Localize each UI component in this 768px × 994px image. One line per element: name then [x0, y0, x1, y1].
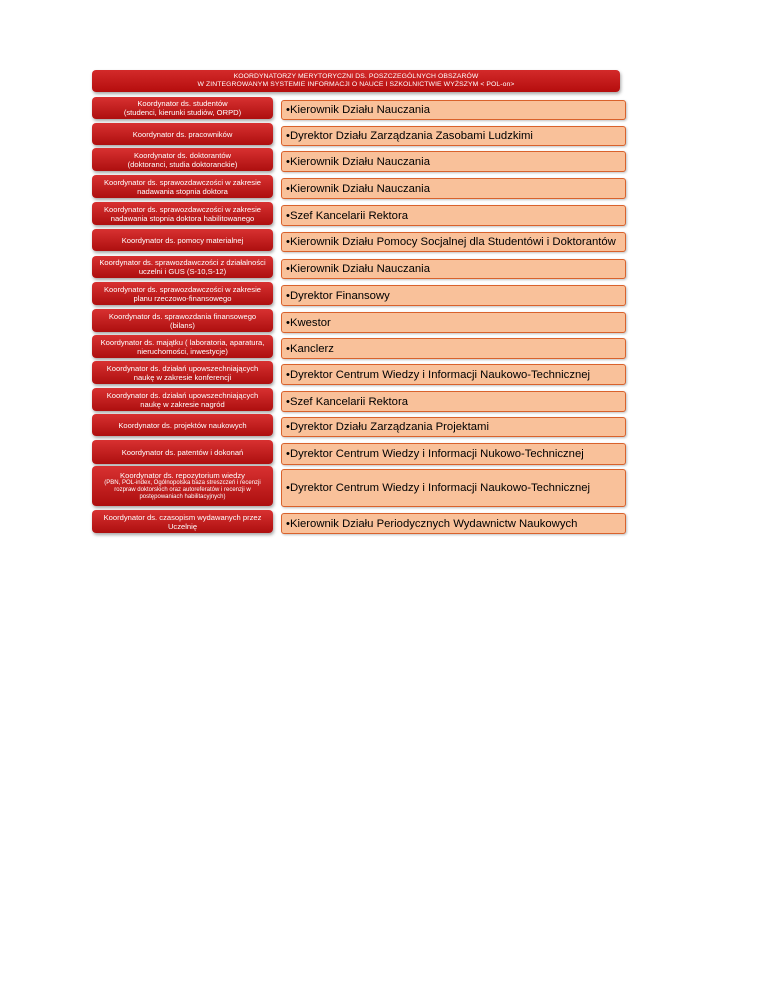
coordinator-row — [92, 175, 622, 198]
coordinator-row — [92, 414, 622, 436]
coordinator-label-line: nadawania stopnia doktora habilitowanego — [110, 213, 255, 223]
responsible-person: •Dyrektor Działu Zarządzania Projektami — [281, 417, 626, 437]
responsible-person: •Dyrektor Działu Zarządzania Zasobami Ludzkimi — [281, 126, 626, 146]
coordinator-label-line: naukę w zakresie nagród — [140, 399, 225, 409]
responsible-person: •Szef Kancelarii Rektora — [281, 391, 626, 412]
responsible-person: •Kierownik Działu Nauczania — [281, 151, 626, 172]
coordinator-label-line: Koordynator ds. sprawozdawczości w zakresie — [103, 204, 261, 214]
coordinator-label-line: (doktoranci, studia doktoranckie) — [127, 159, 238, 169]
coordinator-row — [92, 202, 622, 225]
coordinator-label-line: Koordynator ds. działań upowszechniających — [106, 363, 259, 373]
coordinator-label — [92, 97, 273, 119]
coordinator-row — [92, 123, 622, 145]
responsible-person: •Kanclerz — [281, 338, 626, 359]
responsible-person: •Szef Kancelarii Rektora — [281, 205, 626, 226]
coordinator-label — [92, 148, 273, 171]
coordinator-label-line: Koordynator ds. sprawozdawczości w zakresie — [103, 284, 261, 294]
coordinator-label-line: Koordynator ds. studentów — [137, 99, 228, 108]
coordinator-label — [92, 123, 273, 145]
diagram-header — [92, 70, 620, 92]
responsible-person: •Kwestor — [281, 312, 626, 333]
header-line-1: KOORDYNATORZY MERYTORYCZNI DS. POSZCZEGÓLNYCH OBSZARÓW — [233, 72, 479, 80]
coordinator-label — [92, 440, 273, 464]
coordinator-row — [92, 466, 622, 506]
responsible-person: •Dyrektor Centrum Wiedzy i Informacji Nukowo-Technicznej — [281, 443, 626, 465]
coordinator-label-line: Koordynator ds. sprawozdania finansowego — [108, 311, 257, 321]
coordinator-label-line: Koordynator ds. patentów i dokonań — [121, 447, 244, 457]
coordinator-row — [92, 256, 622, 278]
coordinator-label-line: Koordynator ds. sprawozdawczości z działalności — [99, 258, 266, 267]
coordinator-label-line: Koordynator ds. sprawozdawczości w zakresie — [103, 177, 261, 187]
coordinator-label-line: (PBN, POL-index, Ogólnopolska baza streszczeń i recenzji — [104, 480, 261, 486]
responsible-person: •Dyrektor Centrum Wiedzy i Informacji Naukowo-Technicznej — [281, 469, 626, 507]
coordinator-label — [92, 202, 273, 225]
coordinator-label-line: Koordynator ds. repozytorium wiedzy — [120, 471, 245, 480]
coordinator-label — [92, 414, 273, 436]
coordinator-label-line: Koordynator ds. pomocy materialnej — [121, 235, 244, 245]
coordinator-label-line: Koordynator ds. pracowników — [132, 129, 233, 139]
coordinator-label — [92, 256, 273, 278]
coordinator-label-line: naukę w zakresie konferencji — [133, 372, 232, 382]
coordinator-row — [92, 388, 622, 411]
responsible-person: •Kierownik Działu Pomocy Socjalnej dla Studentówi i Doktorantów — [281, 232, 626, 252]
coordinator-label-line: (studenci, kierunki studiów, ORPD) — [123, 108, 242, 117]
responsible-person: •Dyrektor Centrum Wiedzy i Informacji Naukowo-Technicznej — [281, 364, 626, 385]
coordinator-label-line: Uczelnię — [167, 521, 198, 531]
coordinator-row — [92, 361, 622, 384]
coordinator-label — [92, 309, 273, 332]
responsible-person: •Kierownik Działu Nauczania — [281, 178, 626, 199]
coordinator-label — [92, 466, 273, 506]
coordinator-label — [92, 282, 273, 305]
coordinator-label-line: Koordynator ds. czasopism wydawanych przez — [103, 512, 262, 522]
responsible-person: •Dyrektor Finansowy — [281, 285, 626, 306]
responsible-person: •Kierownik Działu Nauczania — [281, 259, 626, 279]
coordinator-label — [92, 335, 273, 358]
coordinator-label-line: Koordynator ds. majątku ( laboratoria, aparatura, — [100, 337, 265, 347]
coordinator-label-line: Koordynator ds. działań upowszechniających — [106, 390, 259, 400]
coordinator-label-line: nadawania stopnia doktora — [137, 186, 228, 196]
coordinator-row — [92, 282, 622, 305]
coordinator-label — [92, 175, 273, 198]
coordinator-row — [92, 510, 622, 533]
coordinator-row — [92, 148, 622, 171]
coordinator-label-line: rozpraw doktorskich oraz autoreferatów i recenzji w — [114, 487, 251, 493]
coordinator-label-line: nieruchomości, inwestycje) — [137, 346, 228, 356]
coordinator-row — [92, 229, 622, 251]
coordinator-label-line: Koordynator ds. doktorantów — [133, 150, 232, 160]
coordinator-label — [92, 229, 273, 251]
coordinator-label-line: planu rzeczowo-finansowego — [133, 293, 232, 303]
coordinator-row — [92, 97, 622, 119]
responsible-person: •Kierownik Działu Periodycznych Wydawnictw Naukowych — [281, 513, 626, 534]
coordinator-label — [92, 388, 273, 411]
coordinator-row — [92, 335, 622, 358]
coordinator-label-line: Koordynator ds. projektów naukowych — [118, 420, 247, 430]
coordinator-label-line: (bilans) — [170, 320, 195, 330]
coordinator-row — [92, 440, 622, 464]
responsible-person: •Kierownik Działu Nauczania — [281, 100, 626, 120]
coordinator-label-line: uczelni i GUS (S-10,S-12) — [138, 267, 227, 276]
coordinator-label — [92, 510, 273, 533]
coordinator-row — [92, 309, 622, 332]
coordinator-label — [92, 361, 273, 384]
coordinator-label-line: postępowaniach habilitacyjnych) — [139, 494, 226, 500]
header-line-2: W ZINTEGROWANYM SYSTEMIE INFORMACJI O NAUCE I SZKOLNICTWIE WYŻSZYM < POL-on> — [197, 81, 515, 88]
